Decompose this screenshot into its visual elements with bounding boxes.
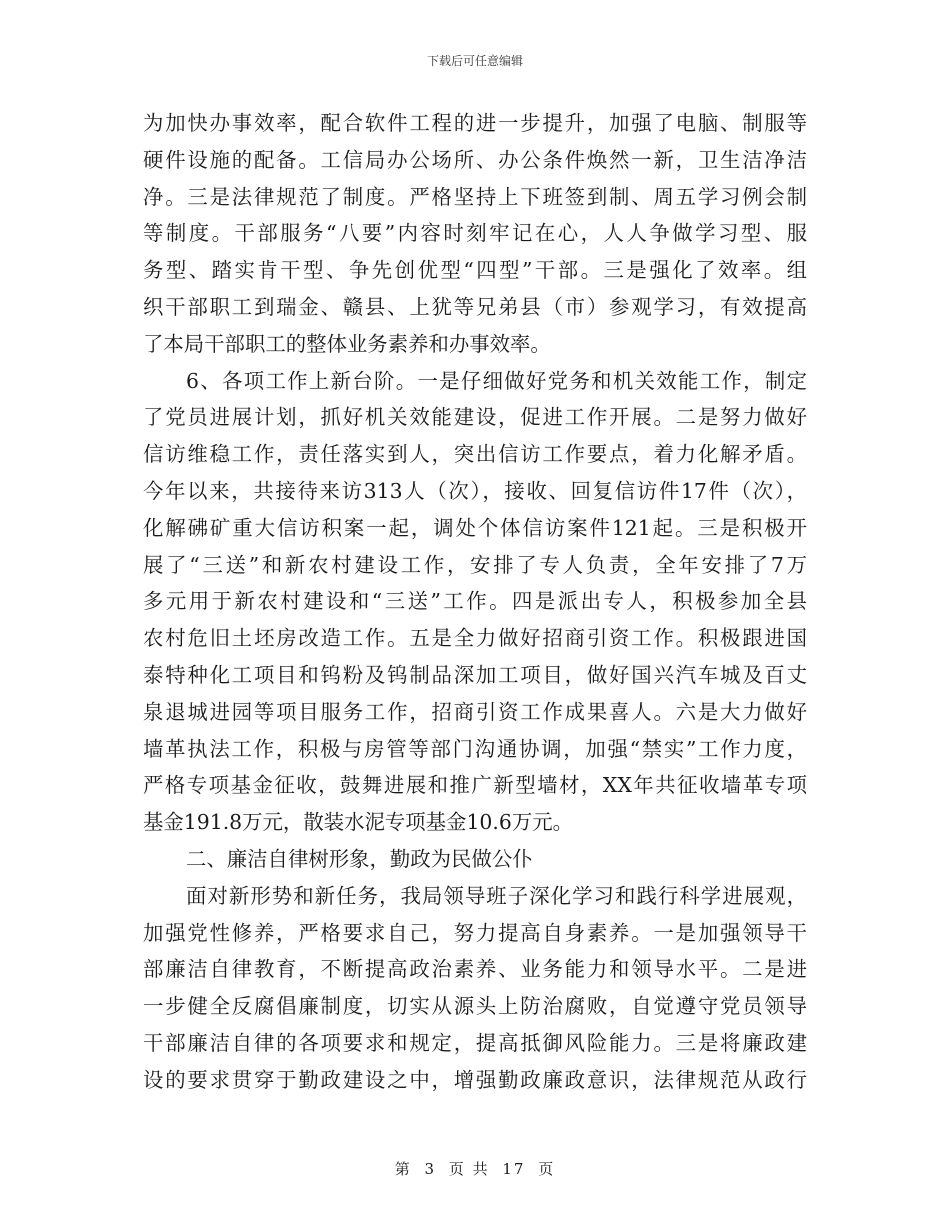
text-line: 农村危旧土坯房改造工作。五是全力做好招商引资工作。积极跟进国 <box>143 626 807 651</box>
text-line: 基金191.8万元，散装水泥专项基金10.6万元。 <box>143 810 574 835</box>
text-line: 化解砩矿重大信访积案一起，调处个体信访案件121起。三是积极开 <box>143 515 807 540</box>
text-line: 硬件设施的配备。工信局办公场所、办公条件焕然一新，卫生洁净洁 <box>143 147 807 172</box>
page-number: 3 <box>424 1160 437 1178</box>
footer-suffix: 页 <box>538 1160 556 1178</box>
footer-prefix: 第 <box>394 1160 412 1178</box>
text-line: 织干部职工到瑞金、赣县、上犹等兄弟县（市）参观学习，有效提高 <box>143 294 807 319</box>
text-line: 部廉洁自律教育，不断提高政治素养、业务能力和领导水平。二是进 <box>143 957 807 982</box>
text-line: 一步健全反腐倡廉制度，切实从源头上防治腐败，自觉遵守党员领导 <box>143 994 807 1019</box>
text-line: 展了“三送”和新农村建设工作，安排了专人负责，全年安排了7万 <box>143 552 807 577</box>
footer-middle: 页 共 <box>448 1160 490 1178</box>
text-line: 等制度。干部服务“八要”内容时刻牢记在心，人人争做学习型、服 <box>143 221 807 246</box>
document-body <box>143 105 807 1099</box>
text-line: 泉退城进园等项目服务工作，招商引资工作成果喜人。六是大力做好 <box>143 699 807 724</box>
text-line: 今年以来，共接待来访313人（次），接收、回复信访件17件（次）， <box>143 478 807 503</box>
paragraph-start-line: 6、各项工作上新台阶。一是仔细做好党务和机关效能工作，制定 <box>186 368 807 393</box>
text-line: 为加快办事效率，配合软件工程的进一步提升，加强了电脑、制服等 <box>143 111 807 135</box>
page-header: 下载后可任意编辑 <box>426 54 523 68</box>
text-line: 信访维稳工作，责任落实到人，突出信访工作要点，着力化解矛盾。 <box>143 442 807 467</box>
text-line: 了本局干部职工的整体业务素养和办事效率。 <box>143 331 551 356</box>
text-line: 设的要求贯穿于勤政建设之中，增强勤政廉政意识，法律规范从政行 <box>143 1067 807 1092</box>
text-line: 了党员进展计划，抓好机关效能建设，促进工作开展。二是努力做好 <box>143 405 807 430</box>
text-line: 严格专项基金征收，鼓舞进展和推广新型墙材，XX年共征收墙革专项 <box>143 773 807 798</box>
text-line: 泰特种化工项目和钨粉及钨制品深加工项目，做好国兴汽车城及百丈 <box>143 662 807 687</box>
text-line: 墙革执法工作，积极与房管等部门沟通协调，加强“禁实”工作力度， <box>143 736 807 761</box>
text-line: 干部廉洁自律的各项要求和规定，提高抵御风险能力。三是将廉政建 <box>143 1030 807 1055</box>
text-line: 多元用于新农村建设和“三送”工作。四是派出专人，积极参加全县 <box>143 589 807 614</box>
text-line: 加强党性修养，严格要求自己，努力提高自身素养。一是加强领导干 <box>143 920 807 945</box>
text-line: 净。三是法律规范了制度。严格坚持上下班签到制、周五学习例会制 <box>143 184 807 209</box>
total-pages: 17 <box>502 1160 526 1178</box>
page-footer <box>0 1158 950 1179</box>
text-line: 务型、踏实肯干型、争先创优型“四型”干部。三是强化了效率。组 <box>143 258 807 283</box>
section-heading: 二、廉洁自律树形象，勤政为民做公仆 <box>186 846 533 871</box>
paragraph-start-line: 面对新形势和新任务，我局领导班子深化学习和践行科学进展观， <box>186 883 807 908</box>
